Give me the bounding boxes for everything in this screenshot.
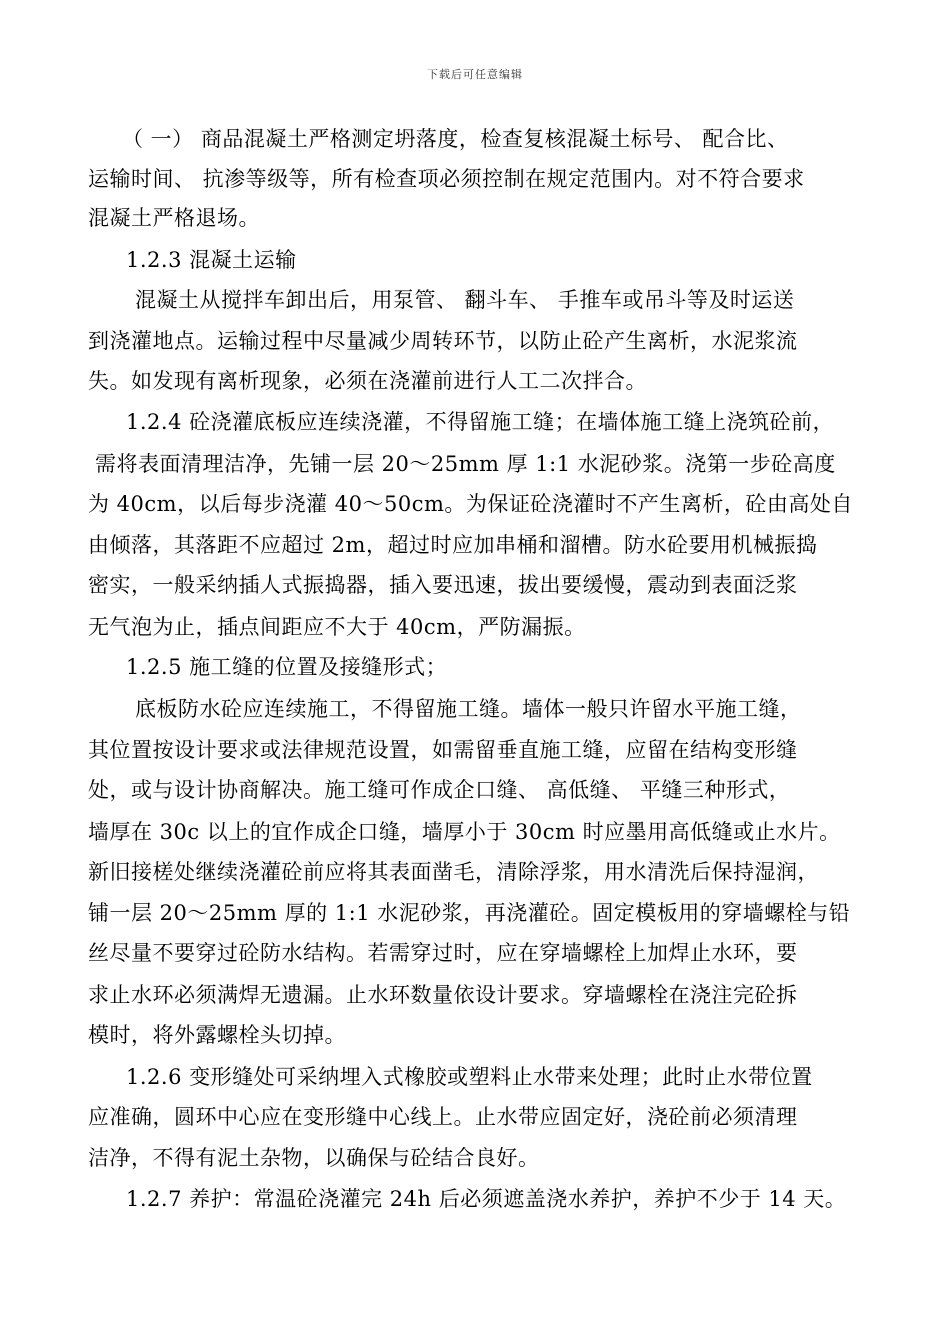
section-heading-1-2-3: 1.2.3 混凝土运输: [126, 248, 297, 272]
section-heading-1-2-4: 1.2.4 砼浇灌底板应连续浇灌，不得留施工缝；在墙体施工缝上浇筑砼前，: [126, 410, 835, 434]
text-line: 失。如发现有离析现象，必须在浇灌前进行人工二次拌合。: [88, 369, 647, 393]
section-heading-1-2-7: 1.2.7 养护：常温砼浇灌完 24h 后必须遮盖浇水养护，养护不少于 14 天。: [126, 1187, 847, 1211]
text-line: 墙厚在 30c 以上的宜作成企口缝，墙厚小于 30cm 时应墨用高低缝或止水片。: [88, 820, 841, 844]
text-line: 混凝土从搅拌车卸出后，用泵管、 翻斗车、 手推车或吊斗等及时运送: [135, 288, 795, 312]
text-line: 求止水环必须满焊无遗漏。止水环数量依设计要求。穿墙螺栓在浇注完砼拆: [88, 983, 798, 1007]
text-line: 到浇灌地点。运输过程中尽量减少周转环节，以防止砼产生离析，水泥浆流: [88, 329, 798, 353]
text-line: 丝尽量不要穿过砼防水结构。若需穿过时，应在穿墙螺栓上加焊止水环，要: [88, 941, 798, 965]
text-line: 铺一层 20～25mm 厚的 1:1 水泥砂浆，再浇灌砼。固定模板用的穿墙螺栓与铅: [88, 901, 851, 925]
section-heading-1-2-5: 1.2.5 施工缝的位置及接缝形式；: [126, 655, 448, 679]
text-line: 模时，将外露螺栓头切掉。: [88, 1023, 346, 1047]
text-line: 由倾落，其落距不应超过 2m，超过时应加串桶和溜槽。防水砼要用机械振捣: [88, 533, 818, 557]
text-line: 无气泡为止，插点间距应不大于 40cm，严防漏振。: [88, 615, 586, 639]
text-line: 为 40cm，以后每步浇灌 40～50cm。为保证砼浇灌时不产生离析，砼由高处自: [88, 492, 853, 516]
text-line: 运输时间、 抗渗等级等，所有检查项必须控制在规定范围内。对不符合要求: [88, 167, 805, 191]
text-line: 新旧接槎处继续浇灌砼前应将其表面凿毛，清除浮浆，用水清洗后保持湿润，: [88, 860, 819, 884]
text-line: 需将表面清理洁净，先铺一层 20～25mm 厚 1:1 水泥砂浆。浇第一步砼高度: [95, 452, 836, 476]
section-heading-1-2-6: 1.2.6 变形缝处可采纳埋入式橡胶或塑料止水带来处理；此时止水带位置: [126, 1065, 813, 1089]
text-line: 其位置按设计要求或法律规范设置，如需留垂直施工缝，应留在结构变形缝: [88, 738, 798, 762]
text-line: 处，或与设计协商解决。施工缝可作成企口缝、 高低缝、 平缝三种形式，: [88, 778, 791, 802]
text-line: 应准确，圆环中心应在变形缝中心线上。止水带应固定好，浇砼前必须清理: [88, 1105, 798, 1129]
text-line: （ 一） 商品混凝土严格测定坍落度，检查复核混凝土标号、 配合比、: [122, 127, 789, 151]
text-line: 洁净，不得有泥土杂物，以确保与砼结合良好。: [88, 1146, 540, 1170]
text-line: 底板防水砼应连续施工，不得留施工缝。墙体一般只许留水平施工缝，: [135, 697, 802, 721]
text-line: 密实，一般采纳插人式振捣器，插入要迅速，拔出要缓慢，震动到表面泛浆: [88, 573, 798, 597]
text-line: 混凝土严格退场。: [88, 206, 260, 230]
header-note: 下载后可任意编辑: [427, 68, 523, 81]
